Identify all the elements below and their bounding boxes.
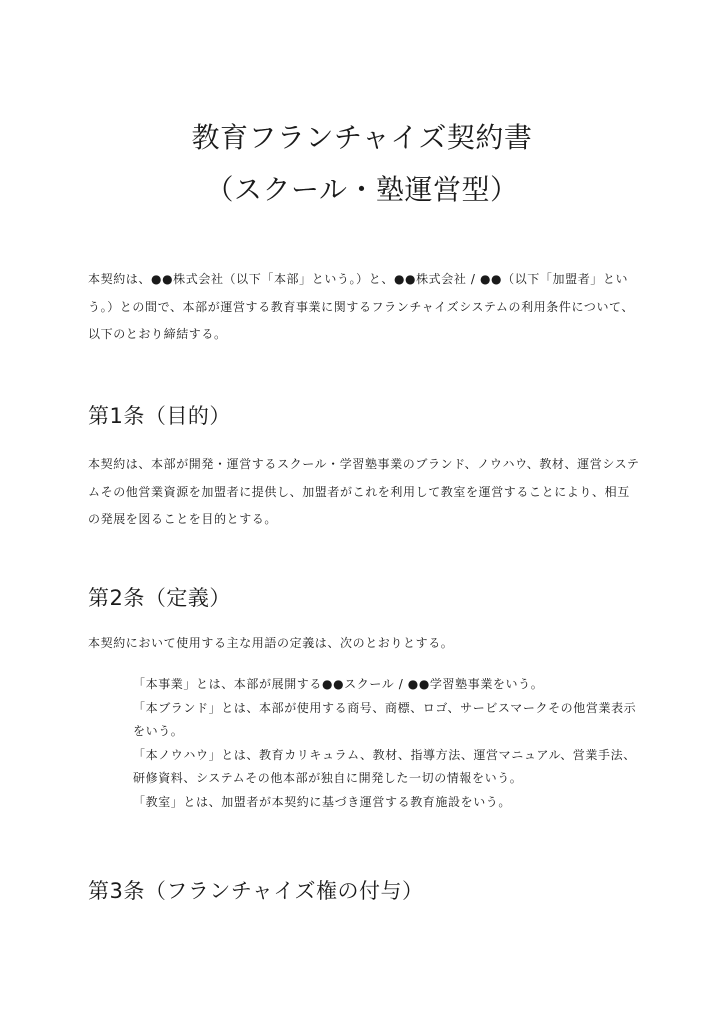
definitions-list (133, 673, 638, 814)
definition-item: 「本ブランド」とは、本部が使用する商号、商標、ロゴ、サービスマークその他営業表示をいう。 (133, 700, 637, 738)
article-2-heading: 第2条（定義） (88, 586, 231, 610)
definition-item: 「教室」とは、加盟者が本契約に基づき運営する教育施設をいう。 (133, 794, 512, 809)
preamble-paragraph: 本契約は、●●株式会社（以下「本部」という。）と、●●株式会社 / ●●（以下「加盟者」という。）との間で、本部が運営する教育事業に関するフランチャイズシステムの利用条件について、以下のとおり締結する。 (88, 272, 635, 341)
article-3-heading: 第3条（フランチャイズ権の付与） (88, 879, 424, 903)
document-title: 教育フランチャイズ契約書 (191, 121, 533, 154)
definition-item: 「本ノウハウ」とは、教育カリキュラム、教材、指導方法、運営マニュアル、営業手法、研修資料、システムその他本部が独自に開発した一切の情報をいう。 (133, 747, 636, 785)
article-1-body: 本契約は、本部が開発・運営するスクール・学習塾事業のブランド、ノウハウ、教材、運営システムその他営業資源を加盟者に提供し、加盟者がこれを利用して教室を運営することにより、相互の発展を図ることを目的とする。 (88, 457, 640, 526)
article-2-body: 本契約において使用する主な用語の定義は、次のとおりとする。 (88, 636, 454, 650)
article-1-heading: 第1条（目的） (88, 404, 231, 428)
document-subtitle: （スクール・塾運営型） (205, 173, 519, 206)
definition-item: 「本事業」とは、本部が展開する●●スクール / ●●学習塾事業をいう。 (133, 677, 544, 691)
